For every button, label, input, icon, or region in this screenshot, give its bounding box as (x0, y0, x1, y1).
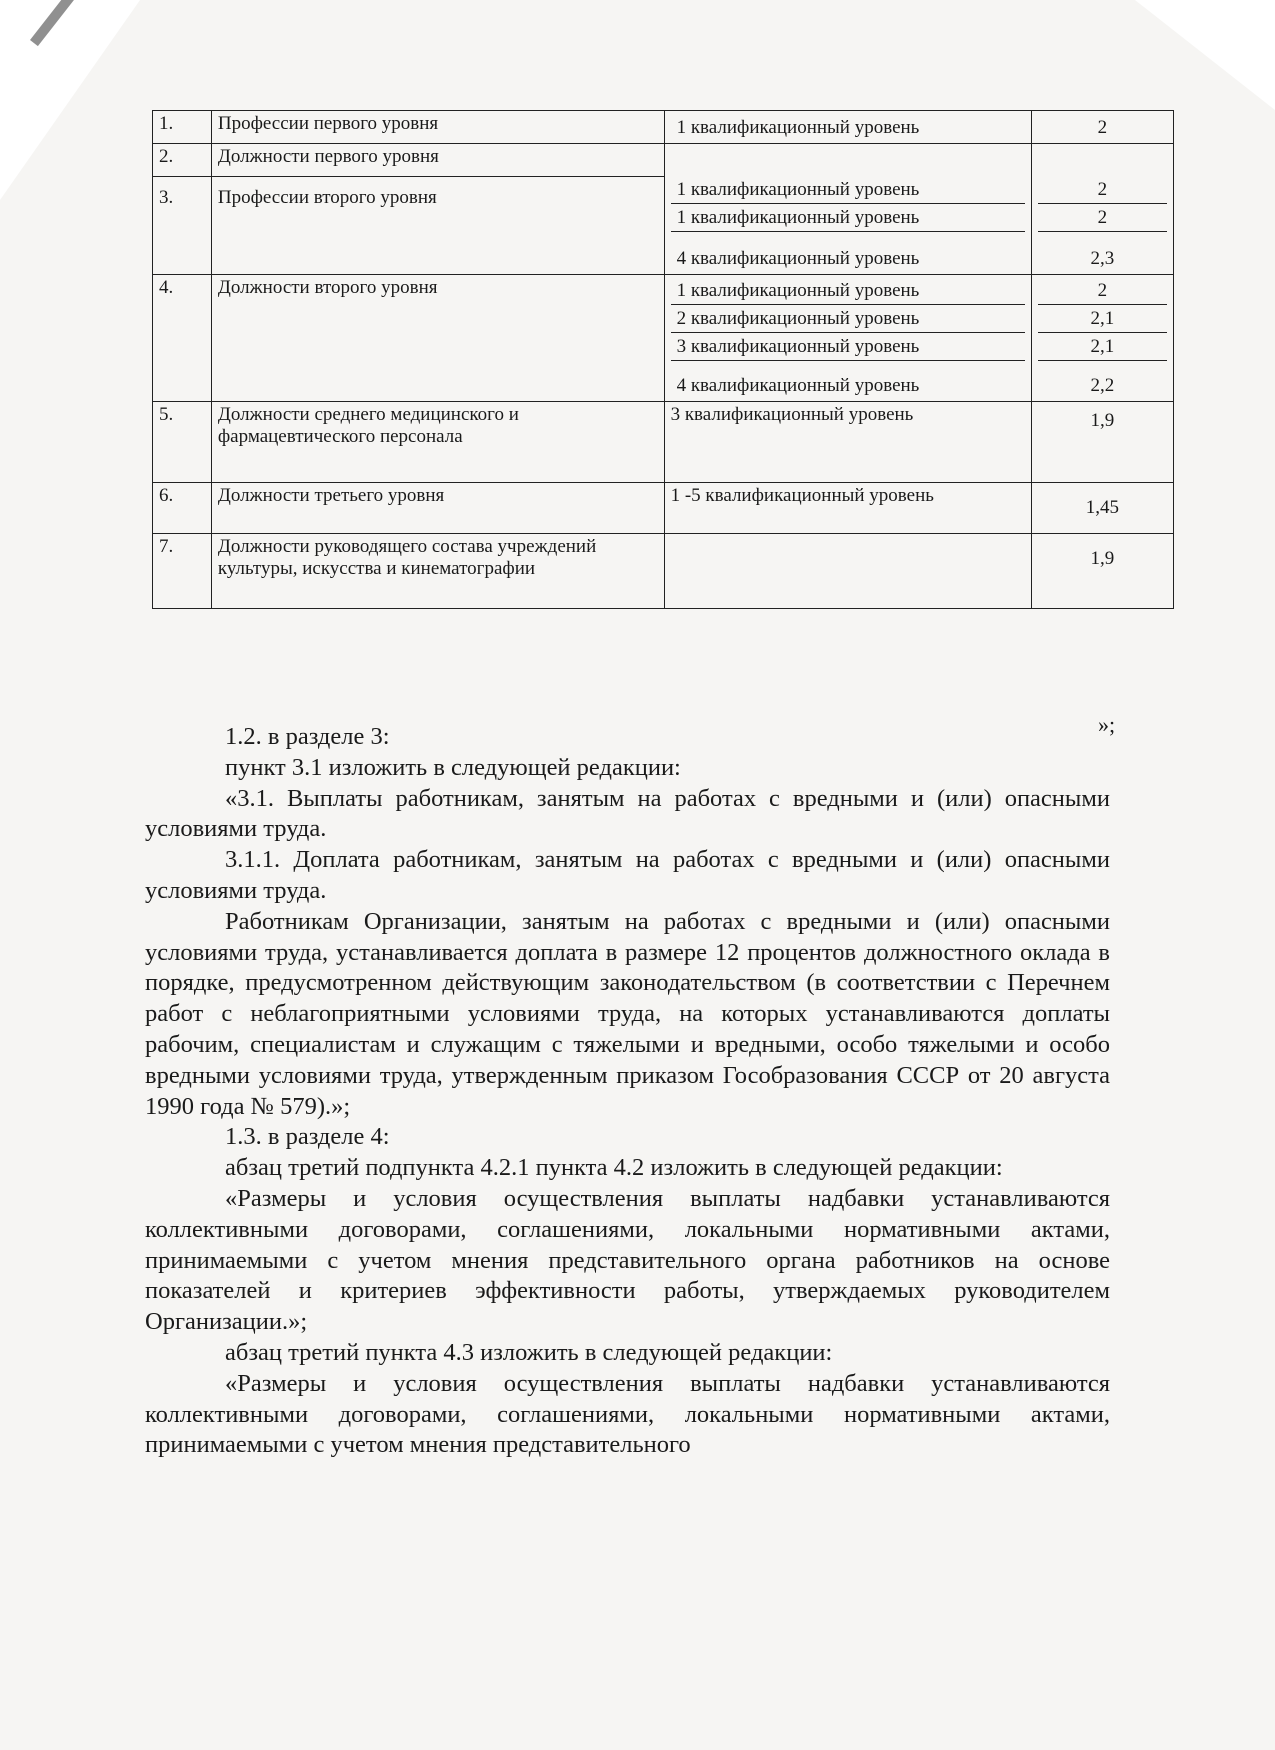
document-body (145, 722, 1110, 1461)
row-category: Должности руководящего состава учреждений культуры, искусства и кинематографии (211, 534, 664, 609)
row-number: 5. (153, 402, 212, 483)
row-category: Должности второго уровня (211, 275, 664, 402)
qualification-level: 4 квалификационный уровень (676, 248, 920, 269)
paragraph: «3.1. Выплаты работникам, занятым на работах с вредными и (или) опасными условиями труда. (145, 784, 1110, 843)
row-number: 4. (153, 275, 212, 402)
qualification-level: 3 квалификационный уровень (664, 402, 1031, 483)
qualification-level: 1 квалификационный уровень (676, 117, 920, 138)
paragraph: «Размеры и условия осуществления выплаты надбавки устанавливаются коллективными договорами, соглашениями, локальными нормативными актами, принимаемыми с учетом мнения представительного органа работников на основе показателей и критериев эффективности работы, утверждаемых руководителем Организации.»; (145, 1184, 1110, 1336)
paragraph: 3.1.1. Доплата работникам, занятым на работах с вредными и (или) опасными условиями труда. (145, 846, 1110, 904)
row-number: 1. (153, 111, 212, 144)
qualification-level: 1 квалификационный уровень (671, 146, 1025, 204)
coefficient-value: 2,3 (1090, 248, 1115, 269)
coefficient-value: 1,9 (1031, 402, 1173, 483)
coefficient-value: 2,1 (1038, 333, 1167, 361)
table-row (153, 483, 1174, 534)
row-category: Профессии первого уровня (211, 111, 664, 144)
qualification-level: 4 квалификационный уровень (676, 375, 920, 396)
coefficient-value: 2 (1097, 117, 1108, 138)
coefficient-value: 1,9 (1031, 534, 1173, 609)
coefficient-table (152, 110, 1174, 609)
table-row (153, 144, 1174, 177)
table-row (153, 534, 1174, 609)
coefficient-value: 2 (1038, 277, 1167, 305)
quote-close-mark: »; (1098, 712, 1116, 737)
coefficient-value: 1,45 (1031, 483, 1173, 534)
qualification-level: 2 квалификационный уровень (671, 305, 1025, 333)
row-category: Должности первого уровня (211, 144, 664, 177)
qualification-level: 1 -5 квалификационный уровень (664, 483, 1031, 534)
row-category: Должности третьего уровня (211, 483, 664, 534)
paragraph: пункт 3.1 изложить в следующей редакции: (225, 753, 681, 781)
paragraph: Работникам Организации, занятым на работах с вредными и (или) опасными условиями труда, устанавливается доплата в размере 12 процентов должностного оклада в порядке, предусмотренном действующим законодательством (в соответствии с Перечнем работ с неблагоприятными условиями труда, на которых устанавливаются доплаты рабочим, специалистам и служащим с тяжелыми и вредными, особо тяжелыми и особо вредными условиями труда, утвержденным приказом Гособразования СССР от 20 августа 1990 года № 579).»; (145, 907, 1110, 1120)
coefficient-value: 2,2 (1090, 375, 1115, 396)
qualification-level: 3 квалификационный уровень (671, 333, 1025, 361)
table-row (153, 402, 1174, 483)
paragraph: 1.3. в разделе 4: (225, 1123, 390, 1151)
row-number: 7. (153, 534, 212, 609)
coefficient-value: 2 (1038, 146, 1167, 204)
qualification-level: 1 квалификационный уровень (671, 204, 1025, 232)
paragraph: абзац третий пункта 4.3 изложить в следующей редакции: (225, 1338, 833, 1366)
coefficient-value: 2 (1038, 204, 1167, 232)
paragraph: «Размеры и условия осуществления выплаты надбавки устанавливаются коллективными договорами, соглашениями, локальными нормативными актами, принимаемыми с учетом мнения представительного (145, 1369, 1110, 1459)
row-category: Должности среднего медицинского и фармацевтического персонала (211, 402, 664, 483)
coefficient-value: 2,1 (1038, 305, 1167, 333)
row-number: 6. (153, 483, 212, 534)
qualification-level (664, 534, 1031, 609)
table-row (153, 111, 1174, 144)
scan-corner-fold (0, 0, 140, 200)
qualification-level: 1 квалификационный уровень (671, 277, 1025, 305)
row-number: 3. (153, 177, 212, 275)
table-row (153, 275, 1174, 402)
paragraph: абзац третий подпункта 4.2.1 пункта 4.2 изложить в следующей редакции: (225, 1154, 1003, 1182)
row-category: Профессии второго уровня (211, 177, 664, 275)
scan-corner-fold-right (1135, 0, 1275, 110)
paragraph: 1.2. в разделе 3: (225, 723, 390, 750)
row-number: 2. (153, 144, 212, 177)
